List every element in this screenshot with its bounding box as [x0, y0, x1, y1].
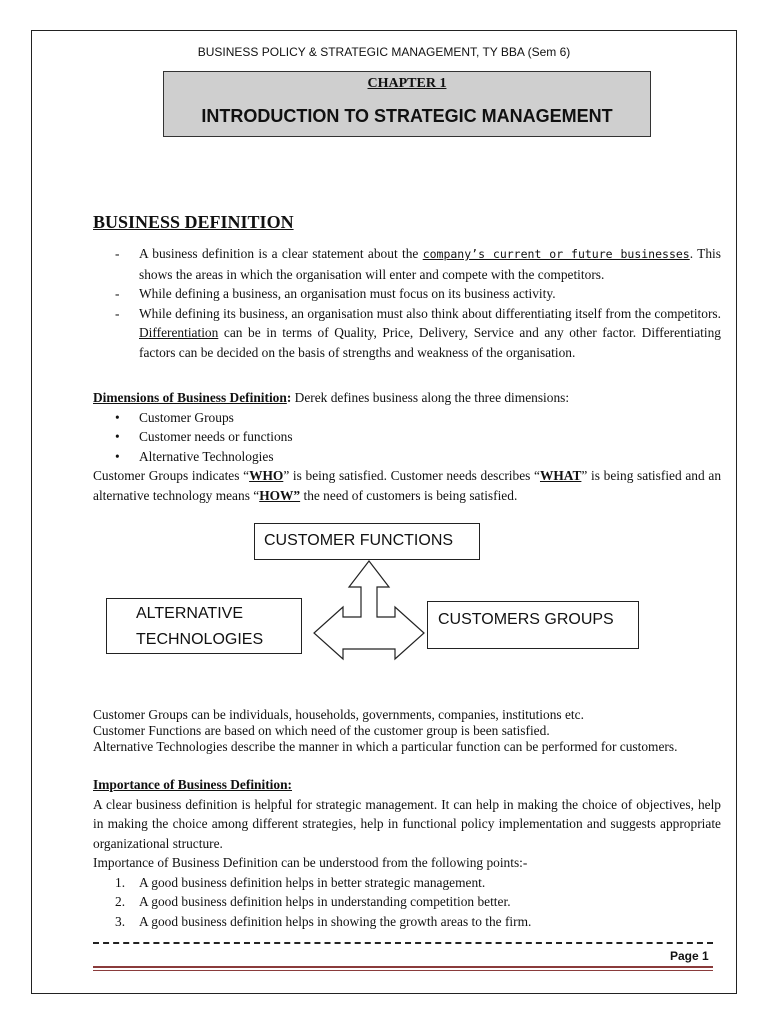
importance-point [93, 892, 721, 912]
underlined-phrase: company’s current or future businesses [422, 247, 690, 261]
text: ” is being satisfied. Customer needs describes “ [283, 468, 540, 483]
definition-point-3 [93, 304, 721, 363]
dimension-item: • Alternative Technologies [93, 447, 721, 467]
point-text: A good business definition helps in understanding competition better. [139, 894, 511, 909]
diagram-label: ALTERNATIVE [136, 605, 243, 622]
definition-point-1 [93, 244, 721, 284]
footer-dashed-rule [93, 942, 713, 944]
importance-point [93, 873, 721, 893]
text: Customer Groups indicates “ [93, 468, 250, 483]
text: Derek defines business along the three dimensions: [291, 390, 570, 405]
dimension-item: • Customer needs or functions [93, 427, 721, 447]
text: can be in terms of Quality, Price, Delivery, Service and any other factor. Differentiating factors can be decided on the basis of strengths and weakness of the organisation. [139, 325, 721, 360]
point-number: 3. [115, 913, 126, 929]
point-text: A good business definition helps in better strategic management. [139, 874, 486, 890]
chapter-box [163, 71, 651, 137]
importance-point [93, 912, 721, 932]
text: While defining its business, an organisation must also think about differentiating itself from the competitors. [139, 305, 721, 321]
text: the need of customers is being satisfied. [300, 487, 518, 503]
dimensions-diagram [93, 523, 721, 703]
point-text: A good business definition helps in showing the growth areas to the firm. [139, 913, 532, 929]
definition-list [93, 244, 721, 362]
point-number: 1. [115, 874, 126, 890]
page-number: Page 1 [670, 949, 709, 963]
section-heading-business-definition: BUSINESS DEFINITION [93, 212, 294, 232]
definition-point-2 [93, 284, 721, 304]
chapter-label: CHAPTER 1 [367, 76, 447, 91]
who-term: WHO [249, 468, 284, 483]
underlined-term: Differentiation [139, 325, 219, 340]
main-content [93, 210, 721, 931]
colon: : [286, 390, 292, 405]
dimensions-intro [93, 388, 721, 408]
customers-groups-box [427, 601, 639, 649]
diagram-label: TECHNOLOGIES [136, 631, 264, 648]
dimension-item: • Customer Groups [93, 408, 721, 428]
text: While defining a business, an organisation must focus on its business activity. [139, 286, 556, 301]
definition-customer-groups: Customer Groups can be individuals, households, governments, companies, institutions etc. [93, 707, 584, 722]
diagram-label: CUSTOMER FUNCTIONS [264, 532, 454, 549]
text: ” is being satisfied and an alternative technology means “ [93, 468, 722, 503]
heading-text: Importance of Business Definition: [93, 777, 293, 792]
what-term: WHAT [539, 468, 582, 483]
footer-rule [93, 970, 713, 971]
point-number: 2. [115, 894, 126, 909]
diagram-label: CUSTOMERS GROUPS [438, 611, 614, 628]
running-header: BUSINESS POLICY & STRATEGIC MANAGEMENT, TY BBA (Sem 6) [197, 45, 571, 59]
dimensions-heading: Dimensions of Business Definition [93, 390, 287, 405]
text: . This shows the areas in which the organisation will enter and compete with the competitors. [139, 246, 721, 282]
text: A business definition is a clear statement about the [139, 246, 423, 261]
customer-functions-box [254, 523, 480, 560]
importance-heading [93, 775, 721, 795]
importance-paragraph: A clear business definition is helpful for strategic management. It can help in making the choice of objectives, help in making the choice among different strategies, help in functional policy implementation and suggests appropriate organizational structure. [93, 796, 721, 851]
how-term: HOW” [259, 487, 301, 503]
dimensions-paragraph [93, 466, 721, 505]
importance-intro: Importance of Business Definition can be understood from the following points:- [93, 855, 528, 870]
three-way-arrow-icon [311, 559, 427, 663]
dimensions-list [93, 408, 721, 467]
alternative-technologies-box [106, 598, 302, 654]
definition-customer-functions: Customer Functions are based on which need of the customer group is been satisfied. [93, 723, 550, 738]
chapter-title: INTRODUCTION TO STRATEGIC MANAGEMENT [201, 106, 613, 126]
definition-alternative-technologies: Alternative Technologies describe the manner in which a particular function can be performed for customers. [93, 739, 678, 754]
importance-points [93, 873, 721, 932]
footer-rule [93, 966, 713, 968]
